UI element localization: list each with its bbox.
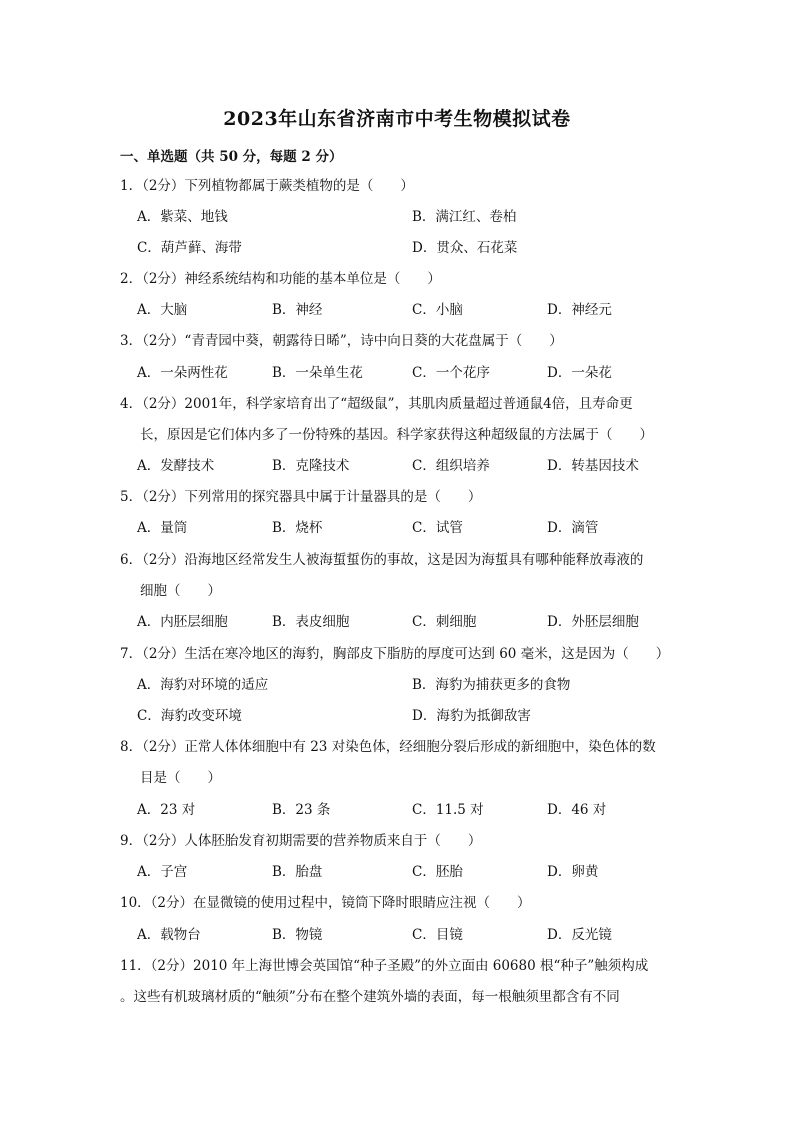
q1-option-b[interactable]: B．满江红、卷柏	[412, 209, 517, 225]
q3-option-a[interactable]: A．一朵两性花	[137, 365, 228, 381]
q7-option-c[interactable]: C．海豹改变环境	[137, 708, 242, 724]
q7-option-d[interactable]: D．海豹为抵御敌害	[412, 708, 531, 724]
question-11: 11．（2分）2010 年上海世博会英国馆“种子圣殿”的外立面由 60680 根“种子”触须构成	[120, 958, 649, 974]
q8-option-a[interactable]: A．23 对	[137, 802, 196, 818]
section-heading: 一、单选题（共 50 分，每题 2 分）	[120, 149, 343, 165]
question-4: 4．（2分）2001年，科学家培育出了“超级鼠”，其肌肉质量超过普通鼠4倍，且寿命更	[120, 396, 633, 412]
q7-option-b[interactable]: B．海豹为捕获更多的食物	[412, 677, 571, 693]
q10-option-c[interactable]: C．目镜	[412, 927, 463, 943]
q9-option-a[interactable]: A．子宫	[137, 864, 188, 880]
question-6: 6．（2分）沿海地区经常发生人被海蜇蜇伤的事故，这是因为海蜇具有哪种能释放毒液的	[120, 552, 644, 568]
q9-option-b[interactable]: B．胎盘	[272, 864, 323, 880]
question-1: 1．（2分）下列植物都属于蕨类植物的是（ ）	[120, 178, 414, 194]
q6-option-a[interactable]: A．内胚层细胞	[137, 614, 228, 630]
q3-option-b[interactable]: B．一朵单生花	[272, 365, 363, 381]
question-6-continued: 细胞（ ）	[140, 583, 221, 599]
q2-option-b[interactable]: B．神经	[272, 302, 323, 318]
q3-option-c[interactable]: C．一个花序	[412, 365, 490, 381]
question-11-continued: 。这些有机玻璃材质的“触须”分布在整个建筑外墙的表面，每一根触须里都含有不同	[120, 989, 620, 1005]
q6-option-b[interactable]: B．表皮细胞	[272, 614, 350, 630]
q8-option-b[interactable]: B．23 条	[272, 802, 331, 818]
question-4-continued: 长，原因是它们体内多了一份特殊的基因。科学家获得这种超级鼠的方法属于（ ）	[140, 427, 653, 443]
q2-option-a[interactable]: A．大脑	[137, 302, 188, 318]
q4-option-a[interactable]: A．发酵技术	[137, 458, 215, 474]
question-3: 3．（2分）“青青园中葵，朝露待日晞”，诗中向日葵的大花盘属于（ ）	[120, 333, 563, 349]
q4-option-c[interactable]: C．组织培养	[412, 458, 490, 474]
q10-option-b[interactable]: B．物镜	[272, 927, 323, 943]
q4-option-b[interactable]: B．克隆技术	[272, 458, 350, 474]
q5-option-b[interactable]: B．烧杯	[272, 520, 323, 536]
question-7: 7．（2分）生活在寒冷地区的海豹，胸部皮下脂肪的厚度可达到 60 毫米，这是因为（ ）	[120, 646, 670, 662]
q1-option-c[interactable]: C．葫芦藓、海带	[137, 240, 242, 256]
question-8: 8．（2分）正常人体体细胞中有 23 对染色体，经细胞分裂后形成的新细胞中，染色体的数	[120, 739, 656, 755]
q8-option-d[interactable]: D．46 对	[547, 802, 607, 818]
q1-option-d[interactable]: D．贯众、石花菜	[412, 240, 518, 256]
q5-option-c[interactable]: C．试管	[412, 520, 463, 536]
q10-option-d[interactable]: D．反光镜	[547, 927, 612, 943]
q6-option-c[interactable]: C．刺细胞	[412, 614, 477, 630]
q10-option-a[interactable]: A．载物台	[137, 927, 201, 943]
q1-option-a[interactable]: A．紫菜、地钱	[137, 209, 228, 225]
q6-option-d[interactable]: D．外胚层细胞	[547, 614, 639, 630]
q2-option-d[interactable]: D．神经元	[547, 302, 612, 318]
page-title: 2023年山东省济南市中考生物模拟试卷	[223, 108, 571, 130]
q5-option-a[interactable]: A．量筒	[137, 520, 188, 536]
q5-option-d[interactable]: D．滴管	[547, 520, 599, 536]
question-9: 9．（2分）人体胚胎发育初期需要的营养物质来自于（ ）	[120, 833, 482, 849]
question-10: 10．（2分）在显微镜的使用过程中，镜筒下降时眼睛应注视（ ）	[120, 895, 531, 911]
q9-option-d[interactable]: D．卵黄	[547, 864, 599, 880]
q9-option-c[interactable]: C．胚胎	[412, 864, 463, 880]
q8-option-c[interactable]: C．11.5 对	[412, 802, 484, 818]
q3-option-d[interactable]: D．一朵花	[547, 365, 612, 381]
question-8-continued: 目是（ ）	[140, 770, 221, 786]
q4-option-d[interactable]: D．转基因技术	[547, 458, 639, 474]
q2-option-c[interactable]: C．小脑	[412, 302, 463, 318]
question-5: 5．（2分）下列常用的探究器具中属于计量器具的是（ ）	[120, 489, 482, 505]
q7-option-a[interactable]: A．海豹对环境的适应	[137, 677, 269, 693]
question-2: 2．（2分）神经系统结构和功能的基本单位是（ ）	[120, 271, 441, 287]
